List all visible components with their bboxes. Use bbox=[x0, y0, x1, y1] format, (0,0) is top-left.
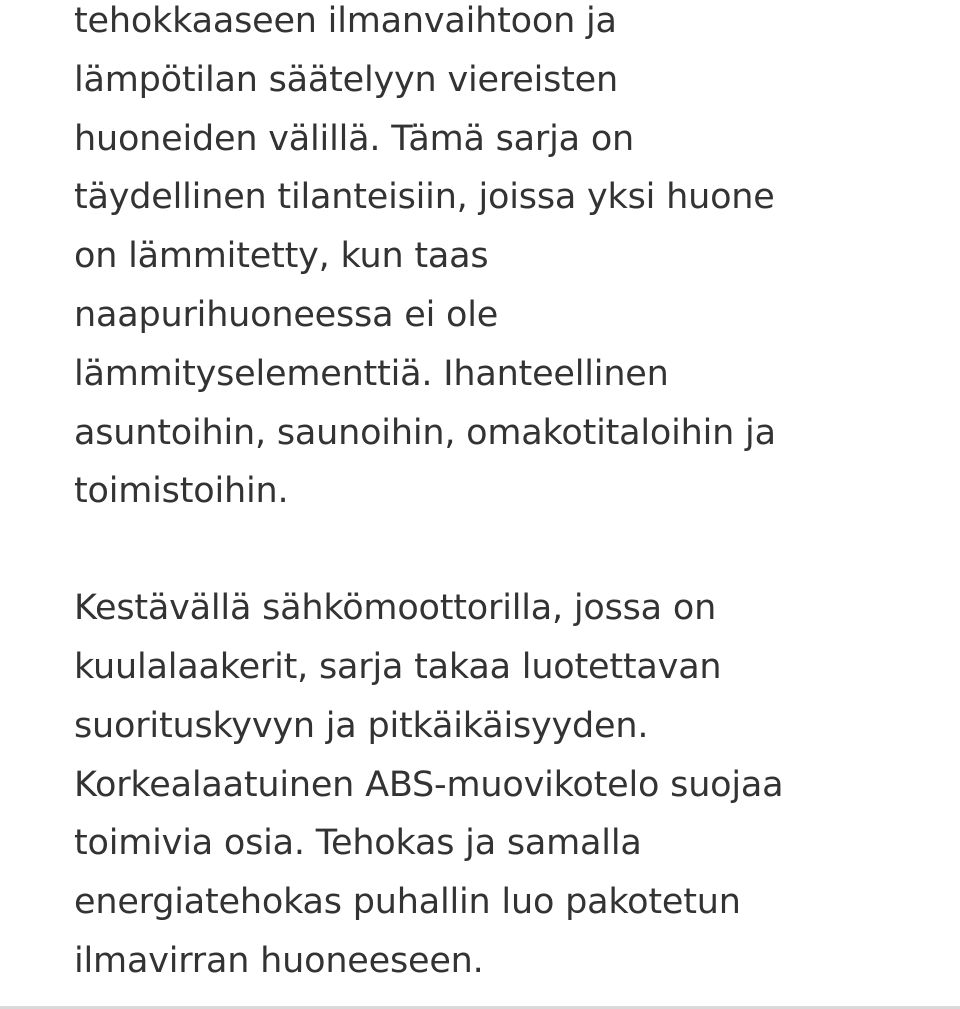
description-paragraph-1 bbox=[74, 0, 934, 521]
text-line: lämpötilan säätelyyn viereisten bbox=[74, 59, 618, 100]
text-line: tehokkaaseen ilmanvaihtoon ja bbox=[74, 1, 617, 41]
text-line: ilmavirran huoneeseen. bbox=[74, 940, 484, 981]
text-line: kuulalaakerit, sarja takaa luotettavan bbox=[74, 646, 722, 687]
text-line: täydellinen tilanteisiin, joissa yksi huone bbox=[74, 177, 775, 218]
text-line: suorituskyvyn ja pitkäikäisyyden. bbox=[74, 705, 649, 746]
text-line: Kestävällä sähkömoottorilla, jossa on bbox=[74, 588, 717, 629]
text-line: lämmityselementtiä. Ihanteellinen bbox=[74, 353, 669, 394]
description-paragraph-2 bbox=[74, 579, 934, 991]
text-line: huoneiden välillä. Tämä sarja on bbox=[74, 118, 635, 159]
text-line: asuntoihin, saunoihin, omakotitaloihin ja bbox=[74, 412, 776, 453]
paragraph-spacer bbox=[74, 521, 934, 579]
product-description bbox=[74, 0, 934, 991]
text-line: naapurihuoneessa ei ole bbox=[74, 294, 499, 335]
text-line: toimivia osia. Tehokas ja samalla bbox=[74, 823, 642, 864]
text-line: toimistoihin. bbox=[74, 471, 289, 512]
text-line: energiatehokas puhallin luo pakotetun bbox=[74, 882, 741, 923]
text-line: on lämmitetty, kun taas bbox=[74, 236, 489, 277]
text-line: Korkealaatuinen ABS-muovikotelo suojaa bbox=[74, 764, 784, 805]
